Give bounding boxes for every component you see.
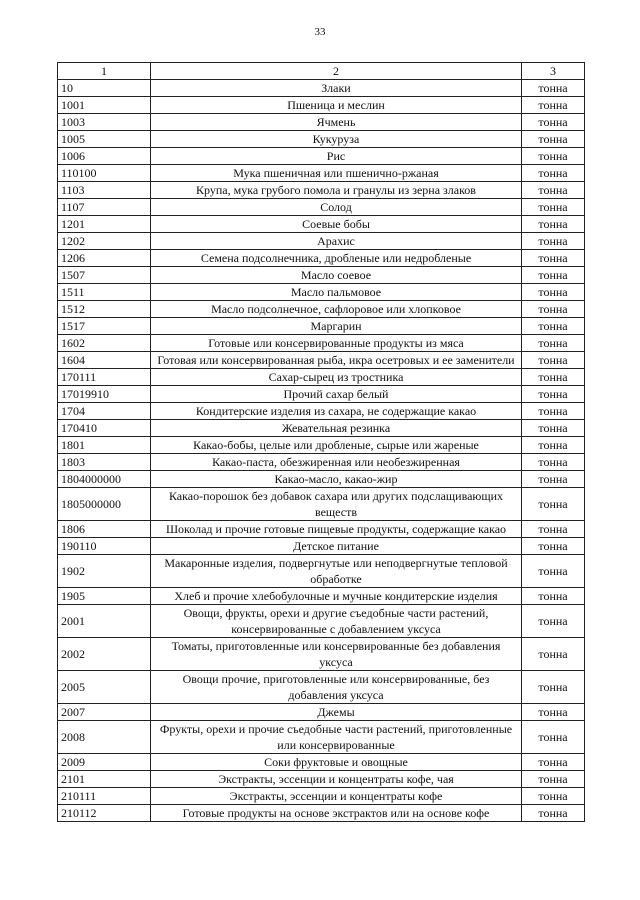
table-row bbox=[58, 233, 585, 250]
row-name-cell: Хлеб и прочие хлебобулочные и мучные кондитерские изделия bbox=[151, 588, 522, 605]
row-name-cell: Джемы bbox=[151, 704, 522, 721]
row-name-cell: Экстракты, эссенции и концентраты кофе, чая bbox=[151, 771, 522, 788]
row-unit-cell: тонна bbox=[522, 471, 585, 488]
row-name-cell: Какао-масло, какао-жир bbox=[151, 471, 522, 488]
row-unit-cell: тонна bbox=[522, 454, 585, 471]
row-code-cell: 2007 bbox=[58, 704, 151, 721]
column-header-unit: 3 bbox=[522, 63, 585, 80]
row-unit-cell: тонна bbox=[522, 754, 585, 771]
row-name-cell: Какао-бобы, целые или дробленые, сырые или жареные bbox=[151, 437, 522, 454]
row-unit-cell: тонна bbox=[522, 420, 585, 437]
row-code-cell: 1803 bbox=[58, 454, 151, 471]
table-row bbox=[58, 437, 585, 454]
row-code-cell: 190110 bbox=[58, 538, 151, 555]
row-code-cell: 1517 bbox=[58, 318, 151, 335]
row-unit-cell: тонна bbox=[522, 771, 585, 788]
row-unit-cell: тонна bbox=[522, 721, 585, 754]
row-code-cell: 110100 bbox=[58, 165, 151, 182]
row-name-cell: Томаты, приготовленные или консервированные без добавления уксуса bbox=[151, 638, 522, 671]
table-row bbox=[58, 771, 585, 788]
row-code-cell: 1512 bbox=[58, 301, 151, 318]
table-row bbox=[58, 250, 585, 267]
row-unit-cell: тонна bbox=[522, 284, 585, 301]
row-unit-cell: тонна bbox=[522, 97, 585, 114]
row-name-cell: Крупа, мука грубого помола и гранулы из зерна злаков bbox=[151, 182, 522, 199]
row-code-cell: 1202 bbox=[58, 233, 151, 250]
row-code-cell: 1704 bbox=[58, 403, 151, 420]
table-row bbox=[58, 284, 585, 301]
row-name-cell: Готовые продукты на основе экстрактов или на основе кофе bbox=[151, 805, 522, 822]
row-unit-cell: тонна bbox=[522, 671, 585, 704]
row-unit-cell: тонна bbox=[522, 335, 585, 352]
row-unit-cell: тонна bbox=[522, 605, 585, 638]
table-row bbox=[58, 369, 585, 386]
row-name-cell: Ячмень bbox=[151, 114, 522, 131]
table-row bbox=[58, 588, 585, 605]
row-unit-cell: тонна bbox=[522, 233, 585, 250]
row-code-cell: 2101 bbox=[58, 771, 151, 788]
row-unit-cell: тонна bbox=[522, 521, 585, 538]
row-code-cell: 17019910 bbox=[58, 386, 151, 403]
row-name-cell: Прочий сахар белый bbox=[151, 386, 522, 403]
row-code-cell: 1805000000 bbox=[58, 488, 151, 521]
page-number: 33 bbox=[314, 26, 326, 38]
row-unit-cell: тонна bbox=[522, 386, 585, 403]
row-code-cell: 2009 bbox=[58, 754, 151, 771]
row-name-cell: Готовые или консервированные продукты из мяса bbox=[151, 335, 522, 352]
row-name-cell: Детское питание bbox=[151, 538, 522, 555]
row-code-cell: 1801 bbox=[58, 437, 151, 454]
row-code-cell: 1905 bbox=[58, 588, 151, 605]
row-name-cell: Макаронные изделия, подвергнутые или неподвергнутые тепловой обработке bbox=[151, 555, 522, 588]
row-code-cell: 1103 bbox=[58, 182, 151, 199]
table-row bbox=[58, 80, 585, 97]
row-name-cell: Маргарин bbox=[151, 318, 522, 335]
row-code-cell: 210112 bbox=[58, 805, 151, 822]
table-row bbox=[58, 199, 585, 216]
row-name-cell: Жевательная резинка bbox=[151, 420, 522, 437]
table-row bbox=[58, 605, 585, 638]
row-code-cell: 2001 bbox=[58, 605, 151, 638]
row-unit-cell: тонна bbox=[522, 131, 585, 148]
row-name-cell: Экстракты, эссенции и концентраты кофе bbox=[151, 788, 522, 805]
column-header-code: 1 bbox=[58, 63, 151, 80]
row-code-cell: 1602 bbox=[58, 335, 151, 352]
table-row bbox=[58, 521, 585, 538]
row-unit-cell: тонна bbox=[522, 788, 585, 805]
table-row bbox=[58, 454, 585, 471]
row-code-cell: 1804000000 bbox=[58, 471, 151, 488]
row-unit-cell: тонна bbox=[522, 199, 585, 216]
row-name-cell: Семена подсолнечника, дробленые или недробленые bbox=[151, 250, 522, 267]
table-row bbox=[58, 182, 585, 199]
row-unit-cell: тонна bbox=[522, 182, 585, 199]
table-row bbox=[58, 318, 585, 335]
row-name-cell: Кукуруза bbox=[151, 131, 522, 148]
table-row bbox=[58, 471, 585, 488]
table-row bbox=[58, 420, 585, 437]
row-code-cell: 1806 bbox=[58, 521, 151, 538]
row-unit-cell: тонна bbox=[522, 437, 585, 454]
row-code-cell: 1604 bbox=[58, 352, 151, 369]
table-row bbox=[58, 148, 585, 165]
row-code-cell: 1005 bbox=[58, 131, 151, 148]
table-row bbox=[58, 788, 585, 805]
row-name-cell: Злаки bbox=[151, 80, 522, 97]
row-name-cell: Овощи, фрукты, орехи и другие съедобные части растений, консервированные с добавлением уксуса bbox=[151, 605, 522, 638]
row-code-cell: 10 bbox=[58, 80, 151, 97]
row-name-cell: Овощи прочие, приготовленные или консервированные, без добавления уксуса bbox=[151, 671, 522, 704]
table-row bbox=[58, 97, 585, 114]
row-unit-cell: тонна bbox=[522, 216, 585, 233]
row-unit-cell: тонна bbox=[522, 588, 585, 605]
row-unit-cell: тонна bbox=[522, 704, 585, 721]
table-row bbox=[58, 216, 585, 233]
table-row bbox=[58, 555, 585, 588]
table-row bbox=[58, 267, 585, 284]
table-row bbox=[58, 131, 585, 148]
row-unit-cell: тонна bbox=[522, 114, 585, 131]
row-code-cell: 2002 bbox=[58, 638, 151, 671]
table-row bbox=[58, 403, 585, 420]
row-code-cell: 1902 bbox=[58, 555, 151, 588]
row-unit-cell: тонна bbox=[522, 165, 585, 182]
table-row bbox=[58, 386, 585, 403]
row-name-cell: Масло соевое bbox=[151, 267, 522, 284]
row-unit-cell: тонна bbox=[522, 352, 585, 369]
row-code-cell: 1507 bbox=[58, 267, 151, 284]
row-unit-cell: тонна bbox=[522, 267, 585, 284]
row-name-cell: Фрукты, орехи и прочие съедобные части растений, приготовленные или консервированные bbox=[151, 721, 522, 754]
table-row bbox=[58, 721, 585, 754]
row-unit-cell: тонна bbox=[522, 805, 585, 822]
table-row bbox=[58, 538, 585, 555]
row-unit-cell: тонна bbox=[522, 538, 585, 555]
row-unit-cell: тонна bbox=[522, 369, 585, 386]
row-name-cell: Сахар-сырец из тростника bbox=[151, 369, 522, 386]
row-name-cell: Какао-паста, обезжиренная или необезжиренная bbox=[151, 454, 522, 471]
row-code-cell: 1003 bbox=[58, 114, 151, 131]
table-row bbox=[58, 114, 585, 131]
row-name-cell: Шоколад и прочие готовые пищевые продукты, содержащие какао bbox=[151, 521, 522, 538]
row-unit-cell: тонна bbox=[522, 555, 585, 588]
row-unit-cell: тонна bbox=[522, 638, 585, 671]
table-row bbox=[58, 638, 585, 671]
table-header-row bbox=[58, 63, 585, 80]
row-code-cell: 1006 bbox=[58, 148, 151, 165]
row-name-cell: Соки фруктовые и овощные bbox=[151, 754, 522, 771]
row-unit-cell: тонна bbox=[522, 80, 585, 97]
row-unit-cell: тонна bbox=[522, 148, 585, 165]
table-row bbox=[58, 165, 585, 182]
row-code-cell: 170410 bbox=[58, 420, 151, 437]
table-row bbox=[58, 671, 585, 704]
table-row bbox=[58, 754, 585, 771]
table-row bbox=[58, 301, 585, 318]
table-row bbox=[58, 488, 585, 521]
row-unit-cell: тонна bbox=[522, 488, 585, 521]
row-name-cell: Соевые бобы bbox=[151, 216, 522, 233]
row-code-cell: 170111 bbox=[58, 369, 151, 386]
row-name-cell: Масло подсолнечное, сафлоровое или хлопковое bbox=[151, 301, 522, 318]
row-code-cell: 1201 bbox=[58, 216, 151, 233]
row-code-cell: 1511 bbox=[58, 284, 151, 301]
column-header-name: 2 bbox=[151, 63, 522, 80]
row-code-cell: 210111 bbox=[58, 788, 151, 805]
row-name-cell: Арахис bbox=[151, 233, 522, 250]
row-code-cell: 1206 bbox=[58, 250, 151, 267]
row-unit-cell: тонна bbox=[522, 301, 585, 318]
row-name-cell: Пшеница и меслин bbox=[151, 97, 522, 114]
row-name-cell: Солод bbox=[151, 199, 522, 216]
row-name-cell: Масло пальмовое bbox=[151, 284, 522, 301]
row-name-cell: Какао-порошок без добавок сахара или других подслащивающих веществ bbox=[151, 488, 522, 521]
table-row bbox=[58, 805, 585, 822]
row-name-cell: Мука пшеничная или пшенично-ржаная bbox=[151, 165, 522, 182]
row-unit-cell: тонна bbox=[522, 250, 585, 267]
row-name-cell: Готовая или консервированная рыба, икра осетровых и ее заменители bbox=[151, 352, 522, 369]
row-code-cell: 1107 bbox=[58, 199, 151, 216]
row-code-cell: 2008 bbox=[58, 721, 151, 754]
row-unit-cell: тонна bbox=[522, 403, 585, 420]
table-row bbox=[58, 704, 585, 721]
table-row bbox=[58, 335, 585, 352]
table-row bbox=[58, 352, 585, 369]
product-codes-table bbox=[57, 62, 585, 822]
row-name-cell: Рис bbox=[151, 148, 522, 165]
row-code-cell: 2005 bbox=[58, 671, 151, 704]
row-name-cell: Кондитерские изделия из сахара, не содержащие какао bbox=[151, 403, 522, 420]
row-code-cell: 1001 bbox=[58, 97, 151, 114]
row-unit-cell: тонна bbox=[522, 318, 585, 335]
